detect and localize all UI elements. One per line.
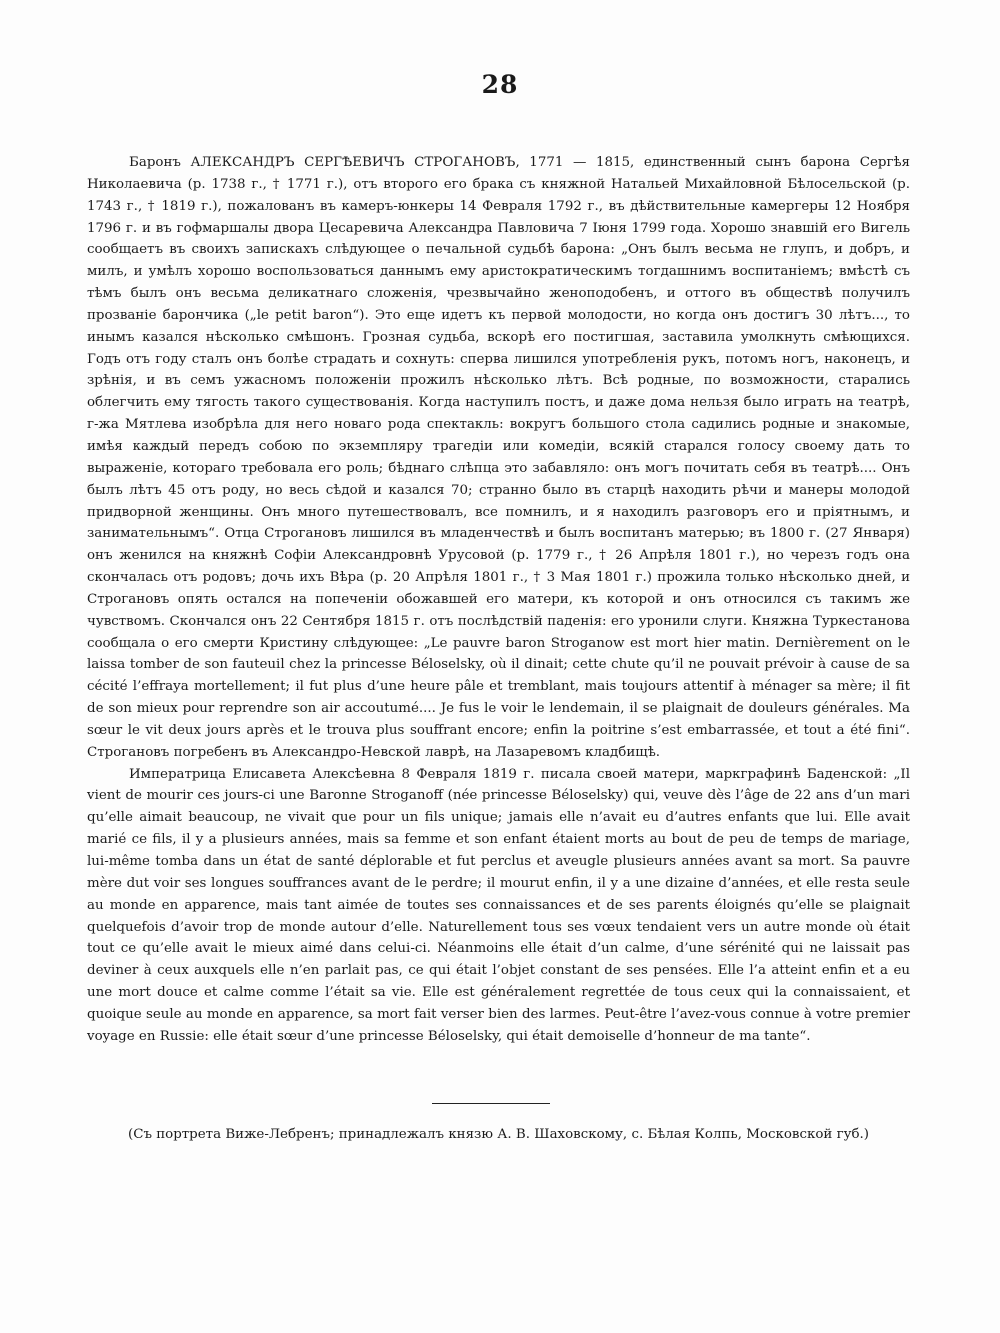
page-number: 28 (481, 70, 519, 99)
letter-paragraph: Императрица Елисавета Алексѣевна 8 Февраля 1819 г. писала своей матери, маркграфинѣ Баденской: „Il vient de mourir ces jours-ci une Baronne Stroganoff (née princesse Béloselsky) qui, veuve dès l’âge de 22 ans d’un mari qu’elle aimait beaucoup, ne vivait que pour un fils unique; jamais elle n’avait eu d’autres enfants que lui. Elle avait marié ce fils, il y a plusieurs années, mais sa femme et son enfant étaient morts au bout de peu de temps de mariage, lui-même tomba dans un état de santé déplorable et fut perclus et aveugle plusieurs années avant sa mort. Sa pauvre mère dut voir ses longues souffrances avant de le perdre; il mourut enfin, il y a une dizaine d’années, et elle resta seule au monde en apparence, mais tant aimée de toutes ses connaissances et de ses parents éloignés qu’elle se plaignait quelquefois d’avoir trop de monde autour d’elle. Naturellement tous ses vœux tendaient vers un autre monde où était tout ce qu’elle avait le mieux aimé dans celui-ci. Néanmoins elle était d’un calme, d’une sérénité qui ne laissait pas deviner à ceux auxquels elle n’en parlait pas, ce qui était l’objet constant de ses pensées. Elle l’a atteint enfin et a eu une mort douce et calme comme l’était sa vie. Elle est généralement regrettée de tous ceux qui la connaissaient, et quoique seule au monde en apparence, sa mort fait verser bien des larmes. Peut-être l’avez-vous connue à votre premier voyage en Russie: elle était sœur d’une princesse Béloselsky, qui était demoiselle d’honneur de ma tante“. (87, 766, 910, 1044)
section-divider (432, 1103, 550, 1104)
portrait-caption: (Съ портрета Виже-Лебренъ; принадлежалъ князю А. В. Шаховскому, с. Бѣлая Колпь, Московской губ.) (127, 1127, 870, 1142)
biography-paragraph: Баронъ АЛЕКСАНДРЪ СЕРГѢЕВИЧЪ СТРОГАНОВЪ, 1771 — 1815, единственный сынъ барона Сергѣя Николаевича (р. 1738 г., † 1771 г.), отъ второго его брака съ княжной Натальей Михайловной Бѣлосельской (р. 1743 г., † 1819 г.), пожалованъ въ камеръ-юнкеры 14 Февраля 1792 г., въ дѣйствительные камергеры 12 Ноября 1796 г. и въ гофмаршалы двора Цесаревича Александра Павловича 7 Іюня 1799 года. Хорошо знавшій его Вигель сообщаетъ въ своихъ запискахъ слѣдующее о печальной судьбѣ барона: „Онъ былъ весьма не глупъ, и добръ, и милъ, и умѣлъ хорошо воспользоваться даннымъ ему аристократическимъ тогдашнимъ воспитаніемъ; вмѣстѣ съ тѣмъ былъ онъ весьма деликатнаго сложенія, чрезвычайно женоподобенъ, и оттого въ обществѣ получилъ прозваніе барончика („le petit baron“). Это еще идетъ къ первой молодости, но когда онъ достигъ 30 лѣтъ..., то инымъ казался нѣсколько смѣшонъ. Грозная судьба, вскорѣ его постигшая, заставила умолкнуть смѣющихся. Годъ отъ году сталъ онъ болѣе страдать и сохнуть: сперва лишился употребленія рукъ, потомъ ногъ, наконецъ, и зрѣнія, и въ семъ ужасномъ положеніи прожилъ нѣсколько лѣтъ. Всѣ родные, по возможности, старались облегчить ему тягость такого существованія. Когда наступилъ постъ, и даже дома нельзя было играть на театрѣ, г-жа Мятлева изобрѣла для него новаго рода спектакль: вокругъ большого стола садились родные и знакомые, имѣя каждый передъ собою по экземпляру трагедіи или комедіи, всякій старался голосу своему дать то выраженіе, котораго требовала его роль; бѣднаго слѣпца это забавляло: онъ могъ почитать себя въ театрѣ.... Онъ былъ лѣтъ 45 отъ роду, но весь сѣдой и казался 70; странно было въ старцѣ находить рѣчи и манеры молодой придворной женщины. Онъ много путешествовалъ, все помнилъ, и я находилъ разговоръ его и пріятнымъ, и занимательнымъ“. Отца Строгановъ лишился въ младенчествѣ и былъ воспитанъ матерью; въ 1800 г. (27 Января) онъ женился на княжнѣ Софіи Александровнѣ Урусовой (р. 1779 г., † 26 Апрѣля 1801 г.), но черезъ годъ она скончалась отъ родовъ; дочь ихъ Вѣра (р. 20 Апрѣля 1801 г., † 3 Мая 1801 г.) прожила только нѣсколько дней, и Строгановъ опять остался на попеченіи обожавшей его матери, къ которой и онъ относился съ такимъ же чувствомъ. Скончался онъ 22 Сентября 1815 г. отъ послѣдствій паденія: его уронили слуги. Княжна Туркестанова сообщала о его смерти Кристину слѣдующее: „Le pauvre baron Stroganow est mort hier matin. Dernièrement on le laissa tomber de son fauteuil chez la princesse Béloselsky, où il dinait; cette chute qu’il ne pouvait prévoir à cause de sa cécité l’effraya mortellement; il fut plus d’une heure pâle et tremblant, mais toujours attentif à ménager sa mère; il fit de son mieux pour reprendre son air accoutumé.... Je fus le voir le lendemain, il se plaignait de douleurs générales. Ma sœur le vit deux jours après et le trouva plus souffrant encore; enfin la poitrine s’est embarrassée, et tout a été fini“. Строгановъ погребенъ въ Александро-Невской лаврѣ, на Лазаревомъ кладбищѣ. (87, 155, 910, 760)
body-text (87, 152, 910, 1048)
